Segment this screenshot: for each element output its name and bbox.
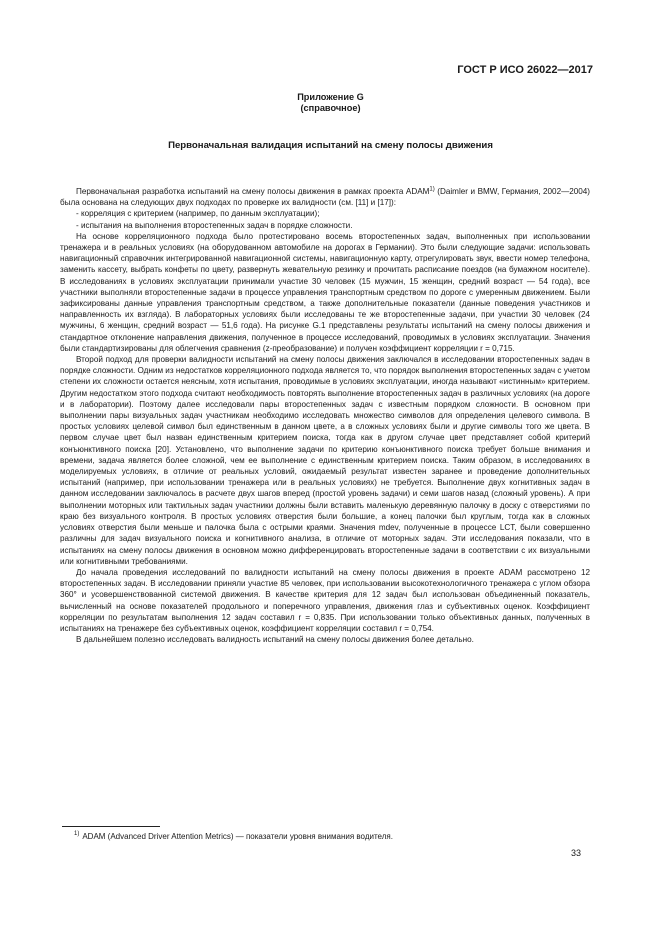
standard-designation: ГОСТ Р ИСО 26022—2017 (457, 64, 593, 76)
paragraph-conclusion: В дальнейшем полезно исследовать валидность испытаний на смену полосы движения более детально. (76, 635, 474, 645)
list-item: - корреляция с критерием (например, по данным эксплуатации); (60, 208, 590, 219)
document-body (60, 186, 590, 645)
footnote-divider (62, 826, 160, 827)
approach-list (60, 208, 590, 230)
footnote-marker: 1) (74, 831, 80, 838)
paragraph-adam-validation: До начала проведения исследований по валидности испытаний на смену полосы движения в проекте ADAM рассмотрено 12 второстепенных задач. В исследовании приняли участие 85 человек, при использовании высокотехнологичного тренажера с углом обзора 360° и усовершенствованной системой движения. В качестве критерия для 12 задач был использован объединенный показатель, вычисленный на основе показателей продольного и поперечного управления, движения глаз и субъективных оценок. Коэффициент корреляции по результатам выполнения 12 задач составил r = 0,835. При использовании только объективных данных, полученных в испытаниях на тренажере без субъективных оценок, коэффициент корреляции составил r = 0,754. (60, 567, 590, 633)
footnote-reference: 1) (429, 186, 435, 193)
list-item: - испытания на выполнения второстепенных задач в порядке сложности. (60, 220, 590, 231)
paragraph-difficulty-order: Второй подход для проверки валидности испытаний на смену полосы движения заключался в исследовании второстепенных задач в порядке сложности. Одним из недостатков корреляционного подхода является то, что порядок выполнения второстепенных задач с учетом степени их сложности остается неясным, хотя испытания, проводимые в условиях эксплуатации, иногда называют «истинным» критерием. Другим недостатком этого подхода считают необходимость повторять выполнение второстепенных задач в различных условиях (на дороге и в лаборатории). Поэтому далее исследовали пары второстепенных задач с известным порядком сложности. В основном при выполнении пары визуальных задач участникам необходимо исследовать множество символов для определения целевого символа. В простых условиях целевой символ был единственным в данном цвете, а в сложных условиях были и другие символы того же цвета. В первом случае цвет был назван единственным критерием поиска, тогда как в другом случае цвет представляет собой критерий конъюнктивного поиска [20]. Установлено, что выполнение задачи по критерию конъюнктивного поиска требует больше внимания и времени, задача является более сложной, чем ее выполнение с единственным критерием поиска. Таким образом, в исследованиях в моделируемых условиях, в отличие от реальных условий, ожидаемый результат известен заранее и проведение дополнительных испытаний (например, при использовании тренажера или в реальных условиях) не требуется. Выполнение двух когнитивных задач в данном исследовании заключалось в расчете двух шагов вперед (простой уровень задачи) и семи шагов назад (сложный уровень). А при выполнении моторных или тактильных задач участники должны были вставить маленькую деревянную палочку в доску с отверстиями по краю без визуального контроля. В простых условиях отверстия были большие, а конец палочки был круглым, тогда как в сложных условиях отверстия были меньше и палочка была с острыми краями. Значения mdev, полученные в процессе LCT, были совершенно различны для задач визуального поиска и когнитивного анализа, в отличие от моторных задач. Эти исследования показали, что в испытаниях на смену полосы движения в основном можно дифференцировать второстепенные задачи в соответствии с их визуальными или когнитивными требованиями. (60, 355, 590, 566)
document-title: Первоначальная валидация испытаний на смену полосы движения (168, 140, 493, 151)
intro-paragraph (60, 186, 590, 208)
page-number: 33 (570, 848, 581, 858)
intro-text: Первоначальная разработка испытаний на смену полосы движения в рамках проекта ADAM (76, 187, 430, 196)
appendix-heading (0, 92, 661, 114)
appendix-title: Приложение G (297, 92, 364, 102)
appendix-subtitle: (справочное) (300, 103, 361, 113)
footnote (74, 832, 393, 841)
paragraph-correlation: На основе корреляционного подхода было протестировано восемь второстепенных задач, выполненных при использовании тренажера и в реальных условиях (на оборудованном автомобиле на дорогах в Германии). Это были следующие задачи: использовать навигационный справочник интегрированной навигационной системы, навигационную карту, отрегулировать звук, ввести номер телефона, заменить кассету, выбрать конфеты по цвету, развернуть жевательную резинку и прочитать расписание поездов (на бумажном носителе). В исследованиях в условиях эксплуатации принимали участие 30 человек (15 мужчин, 15 женщин, средний возраст — 54 года), все участники выполняли второстепенные задачи в процессе управления транспортным средством по дороге с умеренным движением. Были зафиксированы данные управления транспортным средством, а также дополнительные показатели (данные поведения участников и направленность их взгляда). В лабораторных условиях были исследованы те же второстепенные задачи, при участии 30 человек (24 мужчины, 6 женщин, средний возраст — 51,6 года). На рисунке G.1 представлены результаты испытаний на смену полосы движения и стандартное отклонение направления движения, полученное в процессе исследований, проводимых в условиях эксплуатации. Значения были стандартизированы для облегчения сравнения (z-преобразование) и получен коэффициент корреляции r = 0,715. (60, 231, 590, 353)
intro-text-continued: (Daimler и BMW, Германия, 2002—2004) была основана на следующих двух подходах по проверке их валидности (см. [11] и [17]): (60, 187, 590, 208)
footnote-text: ADAM (Advanced Driver Attention Metrics) — показатели уровня внимания водителя. (82, 832, 393, 841)
